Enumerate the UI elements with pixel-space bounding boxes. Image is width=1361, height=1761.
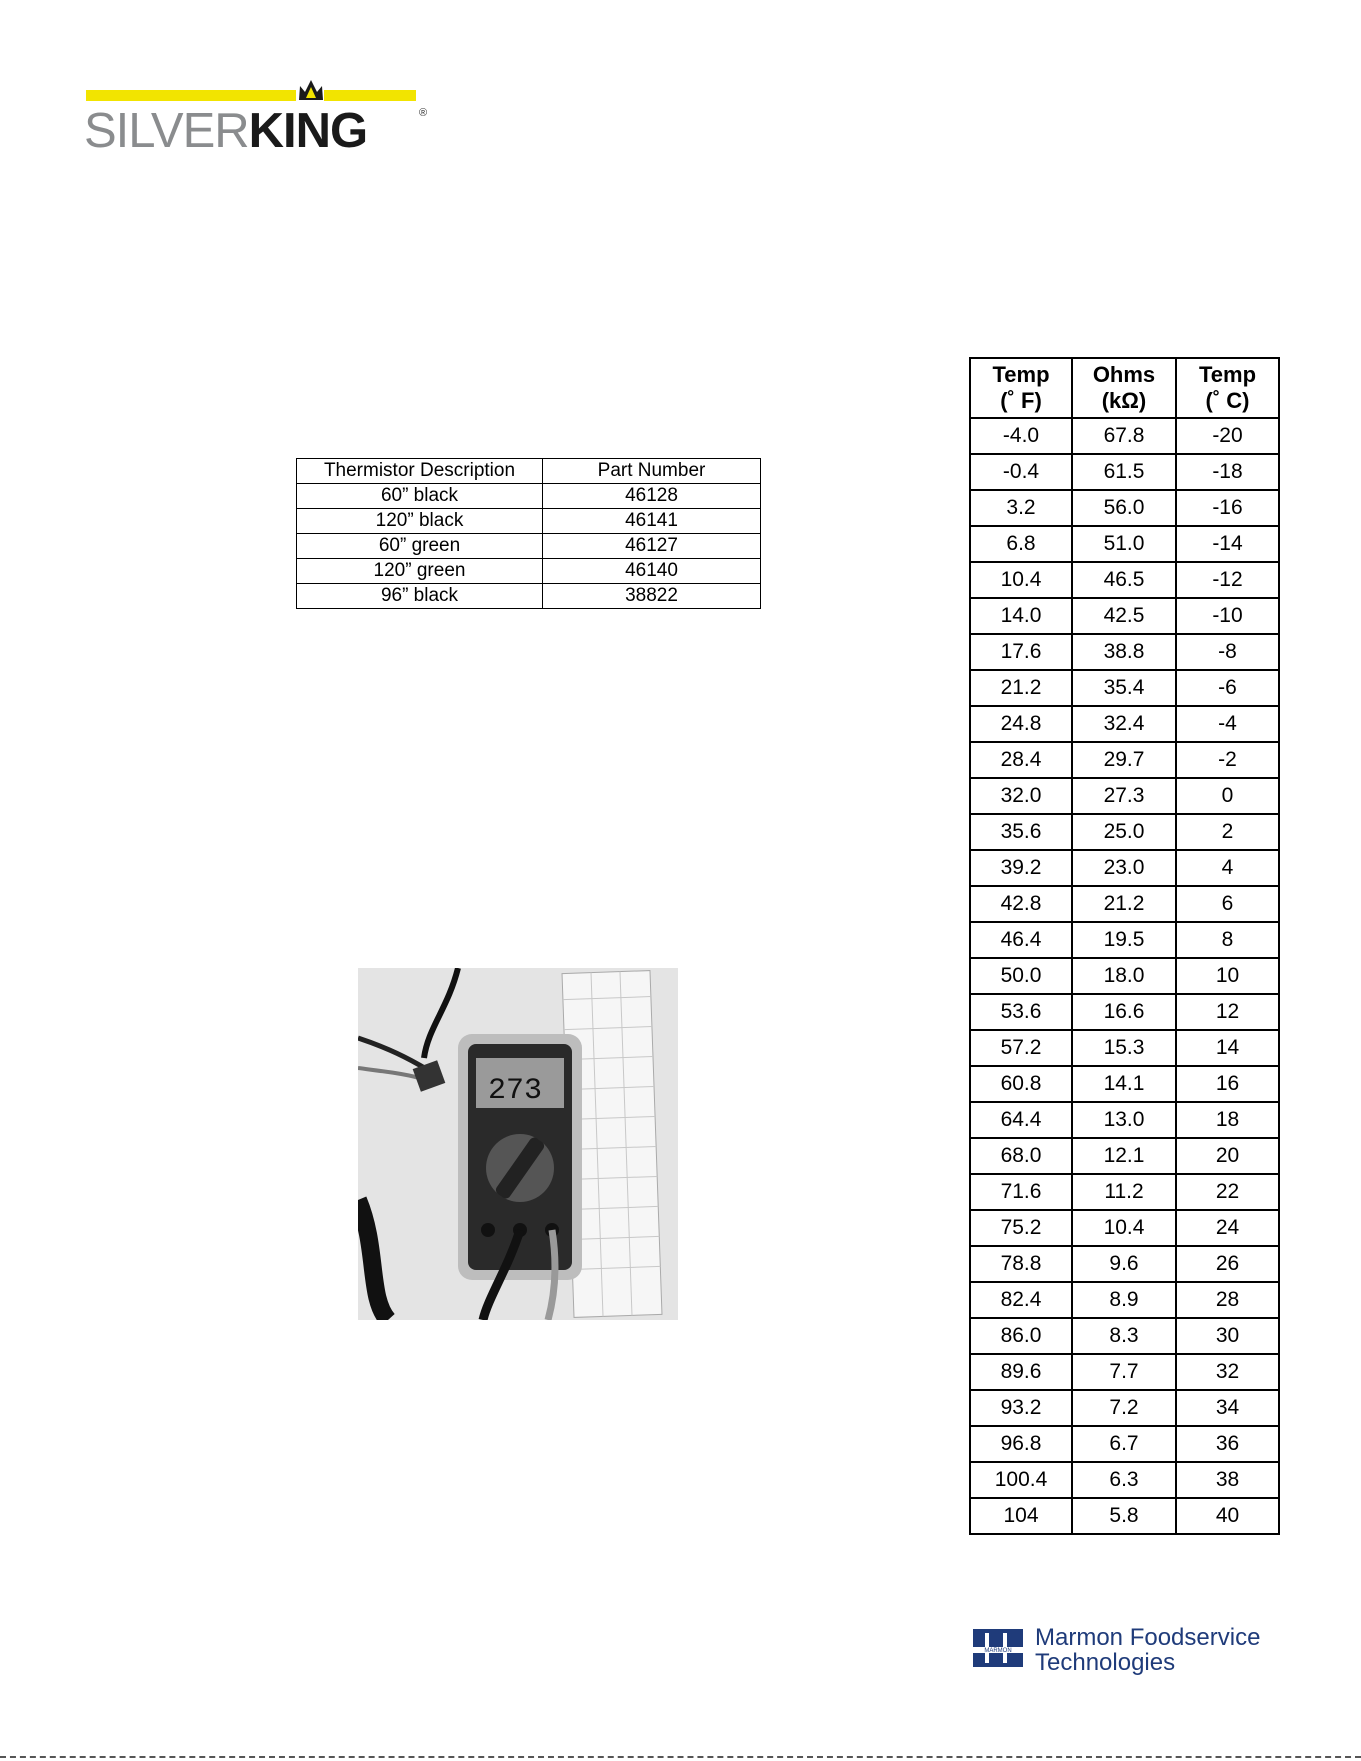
- temp-c-cell: 40: [1176, 1498, 1279, 1534]
- table-row: [970, 1426, 1279, 1462]
- temp-f-cell: 100.4: [970, 1462, 1072, 1498]
- temp-f-cell: 32.0: [970, 778, 1072, 814]
- temp-c-cell: 18: [1176, 1102, 1279, 1138]
- temp-c-cell: 10: [1176, 958, 1279, 994]
- table-row: [970, 454, 1279, 490]
- ohms-cell: 6.3: [1072, 1462, 1176, 1498]
- ohms-cell: 23.0: [1072, 850, 1176, 886]
- table-row: [970, 418, 1279, 454]
- table-row: [970, 706, 1279, 742]
- table-row: [970, 922, 1279, 958]
- part-number-cell: 46140: [543, 559, 761, 584]
- temp-f-cell: 68.0: [970, 1138, 1072, 1174]
- marmon-mark-text: MARMON: [984, 1648, 1012, 1654]
- ohms-cell: 25.0: [1072, 814, 1176, 850]
- part-number-cell: 38822: [543, 584, 761, 609]
- part-number-cell: 46128: [543, 484, 761, 509]
- temp-f-cell: 64.4: [970, 1102, 1072, 1138]
- temp-f-cell: 42.8: [970, 886, 1072, 922]
- part-number-cell: 46127: [543, 534, 761, 559]
- ohms-cell: 8.3: [1072, 1318, 1176, 1354]
- table-header-row: [297, 459, 761, 484]
- registered-mark: ®: [419, 107, 428, 119]
- table-row: [970, 886, 1279, 922]
- temp-f-cell: -4.0: [970, 418, 1072, 454]
- temp-c-cell: 24: [1176, 1210, 1279, 1246]
- marmon-mark-icon: [971, 1623, 1025, 1671]
- meter-display: 273: [488, 1074, 543, 1108]
- thermistor-description-cell: 120” black: [297, 509, 543, 534]
- ohms-cell: 32.4: [1072, 706, 1176, 742]
- temp-c-cell: -8: [1176, 634, 1279, 670]
- temp-f-cell: 10.4: [970, 562, 1072, 598]
- temp-f-cell: 21.2: [970, 670, 1072, 706]
- temp-c-cell: 20: [1176, 1138, 1279, 1174]
- temp-c-cell: 26: [1176, 1246, 1279, 1282]
- table-row: [970, 598, 1279, 634]
- temp-c-cell: 12: [1176, 994, 1279, 1030]
- temp-c-cell: -18: [1176, 454, 1279, 490]
- table-row: [970, 742, 1279, 778]
- temp-c-cell: 28: [1176, 1282, 1279, 1318]
- temp-c-cell: 22: [1176, 1174, 1279, 1210]
- ohms-cell: 13.0: [1072, 1102, 1176, 1138]
- table-row: [970, 1354, 1279, 1390]
- temp-f-cell: 86.0: [970, 1318, 1072, 1354]
- ohms-cell: 5.8: [1072, 1498, 1176, 1534]
- marmon-foodservice-logo: [971, 1623, 1281, 1675]
- temp-f-cell: 28.4: [970, 742, 1072, 778]
- table-row: [970, 994, 1279, 1030]
- column-header-temp-c: Temp (˚ C): [1176, 358, 1279, 418]
- thermistor-description-cell: 60” green: [297, 534, 543, 559]
- ohms-cell: 56.0: [1072, 490, 1176, 526]
- temp-c-cell: -20: [1176, 418, 1279, 454]
- thermistor-resistance-table: [969, 357, 1280, 1535]
- temp-f-cell: 35.6: [970, 814, 1072, 850]
- column-header-temp-f: Temp (˚ F): [970, 358, 1072, 418]
- marmon-wordmark: Marmon Foodservice Technologies: [1035, 1624, 1261, 1676]
- column-header: Thermistor Description: [297, 459, 543, 484]
- page-bottom-rule: [0, 1756, 1361, 1758]
- temp-c-cell: 36: [1176, 1426, 1279, 1462]
- table-row: [970, 850, 1279, 886]
- column-header-ohms: Ohms (kΩ): [1072, 358, 1176, 418]
- table-row: [970, 1210, 1279, 1246]
- table-row: [970, 1318, 1279, 1354]
- ohms-cell: 29.7: [1072, 742, 1176, 778]
- ohms-cell: 51.0: [1072, 526, 1176, 562]
- temp-c-cell: 32: [1176, 1354, 1279, 1390]
- ohms-cell: 67.8: [1072, 418, 1176, 454]
- ohms-cell: 6.7: [1072, 1426, 1176, 1462]
- table-row: [970, 1390, 1279, 1426]
- column-header: Part Number: [543, 459, 761, 484]
- temp-c-cell: 30: [1176, 1318, 1279, 1354]
- ohms-cell: 8.9: [1072, 1282, 1176, 1318]
- table-row: [970, 634, 1279, 670]
- table-row: [970, 814, 1279, 850]
- temp-f-cell: 6.8: [970, 526, 1072, 562]
- temp-f-cell: 3.2: [970, 490, 1072, 526]
- ohms-cell: 15.3: [1072, 1030, 1176, 1066]
- ohms-cell: 35.4: [1072, 670, 1176, 706]
- ohms-cell: 18.0: [1072, 958, 1176, 994]
- temp-f-cell: 104: [970, 1498, 1072, 1534]
- table-row: [970, 1030, 1279, 1066]
- multimeter-illustration: [358, 968, 678, 1320]
- temp-c-cell: -6: [1176, 670, 1279, 706]
- temp-c-cell: -10: [1176, 598, 1279, 634]
- ohms-cell: 7.2: [1072, 1390, 1176, 1426]
- temp-f-cell: 89.6: [970, 1354, 1072, 1390]
- table-row: [970, 1246, 1279, 1282]
- table-row: [970, 1174, 1279, 1210]
- temp-c-cell: 0: [1176, 778, 1279, 814]
- temp-f-cell: 50.0: [970, 958, 1072, 994]
- table-row: [970, 670, 1279, 706]
- thermistor-description-cell: 96” black: [297, 584, 543, 609]
- temp-c-cell: -12: [1176, 562, 1279, 598]
- temp-f-cell: 53.6: [970, 994, 1072, 1030]
- temp-c-cell: 34: [1176, 1390, 1279, 1426]
- ohms-cell: 11.2: [1072, 1174, 1176, 1210]
- temp-c-cell: 8: [1176, 922, 1279, 958]
- table-row: [970, 1282, 1279, 1318]
- temp-f-cell: 46.4: [970, 922, 1072, 958]
- table-row: [970, 958, 1279, 994]
- table-row: [297, 584, 761, 609]
- ohms-cell: 12.1: [1072, 1138, 1176, 1174]
- table-row: [297, 509, 761, 534]
- temp-f-cell: 78.8: [970, 1246, 1072, 1282]
- logo-accent-bar: [324, 90, 416, 101]
- table-row: [970, 1066, 1279, 1102]
- ohms-cell: 7.7: [1072, 1354, 1176, 1390]
- temp-f-cell: 14.0: [970, 598, 1072, 634]
- temp-f-cell: 57.2: [970, 1030, 1072, 1066]
- temp-c-cell: -4: [1176, 706, 1279, 742]
- ohms-cell: 19.5: [1072, 922, 1176, 958]
- temp-f-cell: -0.4: [970, 454, 1072, 490]
- multimeter-photo: [358, 968, 678, 1320]
- ohms-cell: 61.5: [1072, 454, 1176, 490]
- table-row: [970, 1462, 1279, 1498]
- temp-c-cell: -14: [1176, 526, 1279, 562]
- temp-f-cell: 75.2: [970, 1210, 1072, 1246]
- table-row: [970, 526, 1279, 562]
- temp-f-cell: 96.8: [970, 1426, 1072, 1462]
- temp-f-cell: 82.4: [970, 1282, 1072, 1318]
- temp-c-cell: 2: [1176, 814, 1279, 850]
- ohms-cell: 27.3: [1072, 778, 1176, 814]
- table-row: [297, 484, 761, 509]
- table-row: [297, 559, 761, 584]
- part-number-cell: 46141: [543, 509, 761, 534]
- temp-f-cell: 71.6: [970, 1174, 1072, 1210]
- temp-c-cell: 38: [1176, 1462, 1279, 1498]
- temp-f-cell: 39.2: [970, 850, 1072, 886]
- thermistor-parts-table: [296, 458, 761, 609]
- crown-icon: [297, 78, 325, 100]
- table-row: [970, 1138, 1279, 1174]
- ohms-cell: 10.4: [1072, 1210, 1176, 1246]
- temp-c-cell: 16: [1176, 1066, 1279, 1102]
- ohms-cell: 21.2: [1072, 886, 1176, 922]
- ohms-cell: 9.6: [1072, 1246, 1176, 1282]
- table-row: [970, 562, 1279, 598]
- temp-f-cell: 24.8: [970, 706, 1072, 742]
- temp-f-cell: 60.8: [970, 1066, 1072, 1102]
- temp-c-cell: 14: [1176, 1030, 1279, 1066]
- temp-c-cell: -2: [1176, 742, 1279, 778]
- ohms-cell: 46.5: [1072, 562, 1176, 598]
- thermistor-description-cell: 120” green: [297, 559, 543, 584]
- ohms-cell: 14.1: [1072, 1066, 1176, 1102]
- table-row: [970, 1498, 1279, 1534]
- ohms-cell: 42.5: [1072, 598, 1176, 634]
- temp-c-cell: 4: [1176, 850, 1279, 886]
- ohms-cell: 38.8: [1072, 634, 1176, 670]
- logo-wordmark: SILVERKING: [84, 104, 368, 158]
- temp-c-cell: -16: [1176, 490, 1279, 526]
- table-row: [970, 490, 1279, 526]
- thermistor-description-cell: 60” black: [297, 484, 543, 509]
- temp-f-cell: 17.6: [970, 634, 1072, 670]
- logo-accent-bar: [86, 90, 296, 101]
- table-row: [297, 534, 761, 559]
- table-header-row: [970, 358, 1279, 418]
- temp-f-cell: 93.2: [970, 1390, 1072, 1426]
- table-row: [970, 778, 1279, 814]
- table-row: [970, 1102, 1279, 1138]
- ohms-cell: 16.6: [1072, 994, 1176, 1030]
- silver-king-logo: [86, 78, 431, 158]
- temp-c-cell: 6: [1176, 886, 1279, 922]
